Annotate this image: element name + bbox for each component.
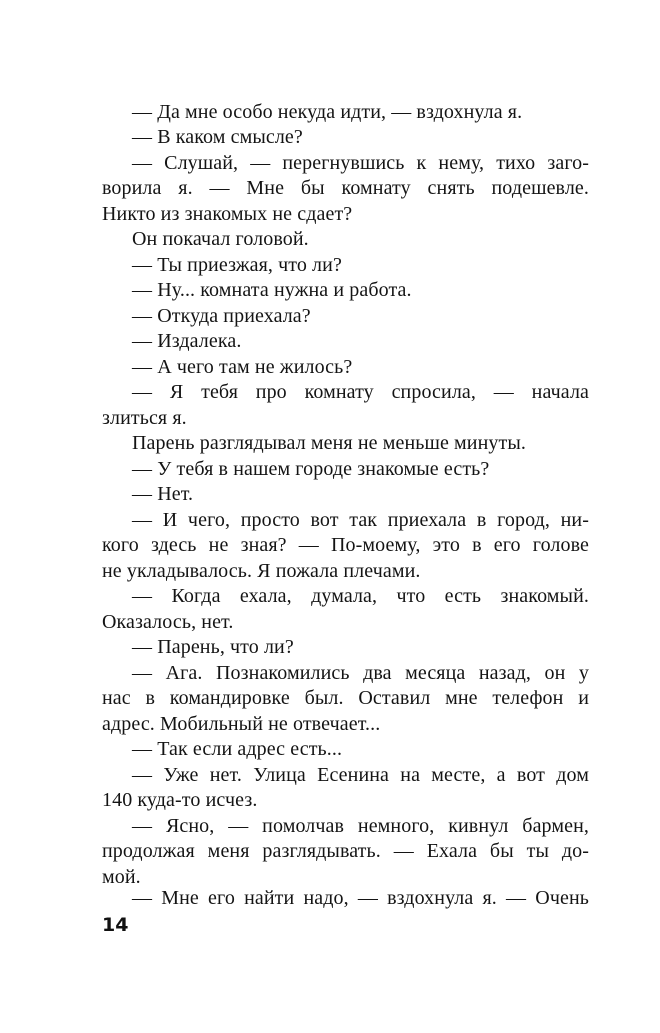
text-line: — Мне его найти надо, — вздохнула я. — Очень [132, 887, 589, 909]
text-line: — Когда ехала, думала, что есть знакомый. [132, 585, 589, 607]
text-line: — Да мне особо некуда идти, — вздохнула я. [132, 101, 523, 123]
text-line: Он покачал головой. [132, 228, 309, 250]
text-line: — Парень, что ли? [132, 636, 294, 658]
text-line: кого здесь не зная? — По-моему, это в его голове [102, 534, 589, 556]
text-line: — Издалека. [132, 330, 242, 352]
text-line: Никто из знакомых не сдает? [102, 203, 353, 225]
text-line: — Ты приезжая, что ли? [132, 254, 342, 276]
text-line: мой. [102, 866, 141, 888]
text-line: — Я тебя про комнату спросила, — начала [132, 381, 589, 403]
text-line: — И чего, просто вот так приехала в город, ни- [132, 509, 589, 531]
text-line: — Откуда приехала? [132, 305, 311, 327]
text-line: Парень разглядывал меня не меньше минуты. [132, 432, 526, 454]
text-line: — Ясно, — помолчав немного, кивнул бармен, [132, 815, 589, 837]
text-line: продолжая меня разглядывать. — Ехала бы ты до- [102, 840, 589, 862]
text-line: — Уже нет. Улица Есенина на месте, а вот дом [132, 764, 589, 786]
text-line: ворила я. — Мне бы комнату снять подешевле. [102, 177, 589, 199]
text-line: адрес. Мобильный не отвечает... [102, 713, 381, 735]
text-line: — Так если адрес есть... [132, 738, 343, 760]
text-line: — Ну... комната нужна и работа. [132, 279, 412, 301]
text-line: злиться я. [102, 407, 187, 429]
text-line: — В каком смысле? [132, 126, 303, 148]
text-line: — Слушай, — перегнувшись к нему, тихо заго- [132, 152, 589, 174]
text-line: не укладывалось. Я пожала плечами. [102, 560, 421, 582]
text-line: — Нет. [132, 483, 194, 505]
text-line: нас в командировке был. Оставил мне телефон и [102, 687, 589, 709]
page-number: 14 [102, 914, 129, 936]
text-line: 140 куда-то исчез. [102, 789, 258, 811]
text-line: — У тебя в нашем городе знакомые есть? [132, 458, 490, 480]
text-line: — Ага. Познакомились два месяца назад, он у [132, 662, 589, 684]
text-line: — А чего там не жилось? [132, 356, 353, 378]
text-line: Оказалось, нет. [102, 611, 234, 633]
